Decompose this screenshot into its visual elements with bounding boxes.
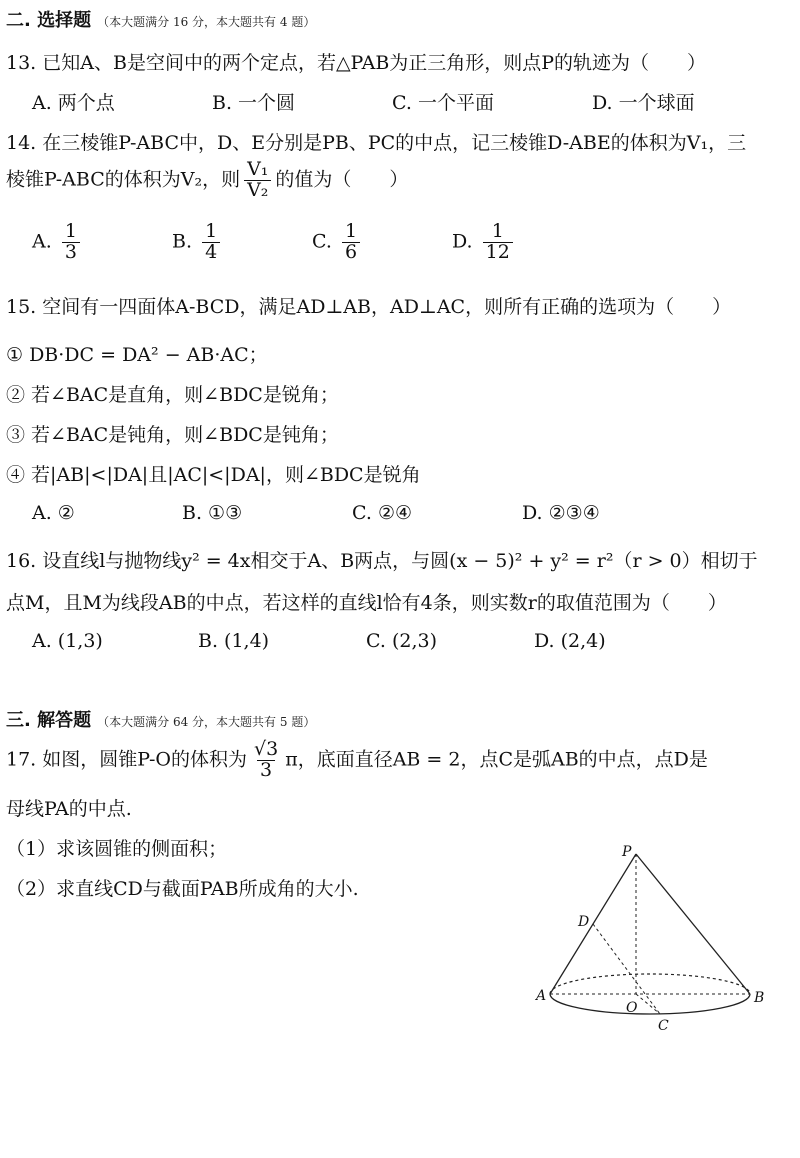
q13-option-a: A. 两个点 (32, 92, 115, 114)
q15-option-b: B. ①③ (182, 502, 243, 524)
label-d: D (578, 914, 590, 930)
label-p: P (622, 844, 632, 860)
cone-figure (530, 840, 770, 1040)
q17-part-2: （2）求直线CD与截面PAB所成角的大小. (6, 878, 359, 900)
q14-option-a-den: 3 (62, 242, 80, 263)
q14-fraction-denominator: V₂ (244, 180, 271, 201)
q15-option-a: A. ② (32, 502, 75, 524)
q16-stem-line2: 点M，且M为线段AB的中点，若这样的直线l恰有4条，则实数r的取值范围为（ ） (6, 592, 727, 614)
q14-option-d-fraction (483, 222, 513, 263)
q16-option-b: B. (1,4) (198, 630, 270, 652)
section-2-note: （本大题满分 16 分，本大题共有 4 题） (97, 15, 316, 29)
cone-segment-oc (636, 994, 660, 1014)
q15-item-2: ② 若∠BAC是直角，则∠BDC是锐角； (6, 384, 339, 406)
cone-base-front-arc (550, 994, 750, 1014)
q17-stem-pre: 17. 如图，圆锥P-O的体积为 (6, 748, 247, 771)
q17-part-1: （1）求该圆锥的侧面积； (6, 838, 228, 860)
q15-stem: 15. 空间有一四面体A-BCD，满足AD⊥AB，AD⊥AC，则所有正确的选项为（ ） (6, 296, 732, 318)
q16-option-d: D. (2,4) (534, 630, 606, 652)
q14-option-b-num: 1 (205, 220, 218, 242)
q14-option-b-label: B. (172, 230, 193, 253)
section-3-header (6, 706, 315, 732)
label-o: O (626, 1000, 638, 1016)
q14-fraction (244, 160, 271, 201)
q15-option-c: C. ②④ (352, 502, 413, 524)
q14-option-c-label: C. (312, 230, 332, 253)
q15-item-3: ③ 若∠BAC是钝角，则∠BDC是钝角； (6, 424, 339, 446)
cone-base-back-arc (550, 974, 750, 994)
q14-option-a-num: 1 (64, 220, 77, 242)
q16-stem-line1: 16. 设直线l与抛物线y² = 4x相交于A、B两点，与圆(x − 5)² + y² = r²（r > 0）相切于 (6, 550, 758, 572)
q14-option-a (32, 222, 84, 263)
q13-option-c: C. 一个平面 (392, 92, 494, 114)
label-b: B (754, 990, 765, 1006)
q14-option-c-den: 6 (342, 242, 360, 263)
q13-option-d: D. 一个球面 (592, 92, 695, 114)
q14-fraction-numerator: V₁ (247, 158, 269, 180)
q16-option-a: A. (1,3) (32, 630, 103, 652)
q17-fraction (251, 740, 281, 781)
q15-item-1: ① DB·DC = DA² − AB·AC； (6, 344, 268, 366)
q14-option-d-num: 1 (491, 220, 504, 242)
q14-option-c-num: 1 (344, 220, 358, 242)
q14-option-c (312, 222, 364, 263)
q14-option-b-fraction (202, 222, 220, 263)
q14-stem-line2-post: 的值为（ ） (275, 168, 409, 191)
q15-item-4: ④ 若|AB|<|DA|且|AC|<|DA|，则∠BDC是锐角 (6, 464, 421, 486)
q14-option-a-label: A. (32, 230, 52, 253)
section-2-header (6, 6, 315, 32)
q14-stem-line2 (6, 160, 408, 201)
cone-edge-pb (636, 854, 750, 994)
q14-option-d-den: 12 (483, 242, 513, 263)
q14-option-a-fraction (62, 222, 80, 263)
q13-option-b: B. 一个圆 (212, 92, 296, 114)
q17-stem-line1 (6, 740, 708, 781)
q14-option-d (452, 222, 517, 263)
q14-stem-line1: 14. 在三棱锥P-ABC中，D、E分别是PB、PC的中点，记三棱锥D-ABE的体积为V₁，三 (6, 132, 747, 154)
label-c: C (658, 1018, 669, 1034)
q14-option-b-den: 4 (202, 242, 220, 263)
q16-option-c: C. (2,3) (366, 630, 437, 652)
q15-option-d: D. ②③④ (522, 502, 600, 524)
q17-stem-post: π，底面直径AB = 2，点C是弧AB的中点，点D是 (285, 748, 708, 771)
section-3-title: 三. 解答题 (6, 710, 92, 731)
q13-stem: 13. 已知A、B是空间中的两个定点，若△PAB为正三角形，则点P的轨迹为（ ） (6, 52, 707, 74)
label-a: A (536, 988, 547, 1004)
section-3-note: （本大题满分 64 分，本大题共有 5 题） (97, 715, 316, 729)
q14-stem-line2-pre: 棱锥P-ABC的体积为V₂，则 (6, 168, 241, 191)
q14-option-b (172, 222, 224, 263)
q17-fraction-numerator: √3 (254, 738, 279, 760)
q17-fraction-denominator: 3 (257, 760, 275, 781)
q14-option-c-fraction (342, 222, 360, 263)
section-2-title: 二. 选择题 (6, 10, 92, 31)
q14-option-d-label: D. (452, 230, 473, 253)
q17-stem-line2: 母线PA的中点. (6, 798, 132, 820)
